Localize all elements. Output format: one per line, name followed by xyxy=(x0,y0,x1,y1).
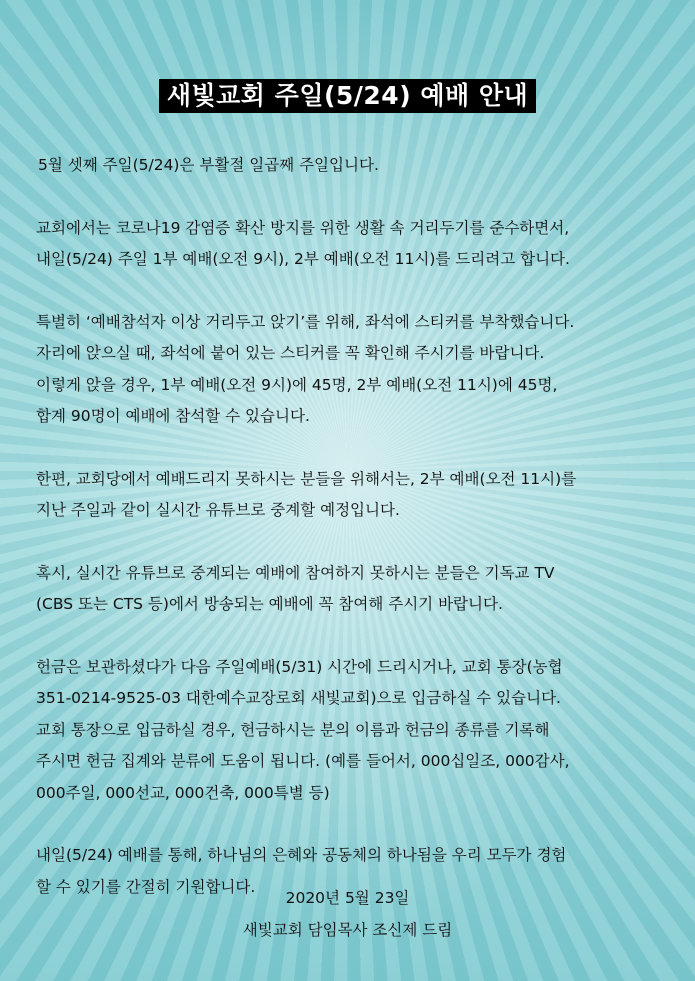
notice-date: 2020년 5월 23일 xyxy=(285,889,410,907)
notice-body xyxy=(36,150,671,934)
paragraph-tv-broadcast: 혹시, 실시간 유튜브로 중계되는 예배에 참여하지 못하시는 분들은 기독교 TV (CBS 또는 CTS 등)에서 방송되는 예배에 꼭 참여해 주시기 바랍니다. xyxy=(36,563,555,613)
paragraph-seating: 특별히 ‘예배참석자 이상 거리두고 앉기’를 위해, 좌석에 스티커를 부착했습니다. 자리에 앉으실 때, 좌석에 붙어 있는 스티커를 꼭 확인해 주시기를 바랍니다. 이렇게 앉을 경우, 1부 예배(오전 9시)에 45명, 2부 예배(오전 11시)에 45명, 합계 90명이 예배에 참석할 수 있습니다. xyxy=(36,312,575,425)
paragraph-service-times: 교회에서는 코로나19 감염증 확산 방지를 위한 생활 속 거리두기를 준수하면서, 내일(5/24) 주일 1부 예배(오전 9시), 2부 예배(오전 11시)를 드리려고 합니다. xyxy=(36,218,570,268)
pastor-signature: 새빛교회 담임목사 조신제 드림 xyxy=(242,921,453,939)
paragraph-intro: 5월 셋째 주일(5/24)은 부활절 일곱째 주일입니다. xyxy=(38,156,379,174)
title-area xyxy=(0,79,695,113)
signature-block xyxy=(0,882,695,946)
paragraph-closing: 내일(5/24) 예배를 통해, 하나님의 은혜와 공동체의 하나됨을 우리 모두가 경험 할 수 있기를 간절히 기원합니다. xyxy=(36,846,567,896)
page-title: 새빛교회 주일(5/24) 예배 안내 xyxy=(159,79,536,113)
paragraph-offering: 헌금은 보관하셨다가 다음 주일예배(5/31) 시간에 드리시거나, 교회 통장(농협 351-0214-9525-03 대한예수교장로회 새빛교회)으로 입금하실 수 있습니다. 교회 통장으로 입금하실 경우, 헌금하시는 분의 이름과 헌금의 종류를 기록해 주시면 헌금 집계와 분류에 도움이 됩니다. (예를 들어서, 000십일조, 000감사, 000주일, 000선교, 000건축, 000특별 등) xyxy=(36,657,570,802)
paragraph-livestream: 한편, 교회당에서 예배드리지 못하시는 분들을 위해서는, 2부 예배(오전 11시)를 지난 주일과 같이 실시간 유튜브로 중계할 예정입니다. xyxy=(36,469,577,519)
